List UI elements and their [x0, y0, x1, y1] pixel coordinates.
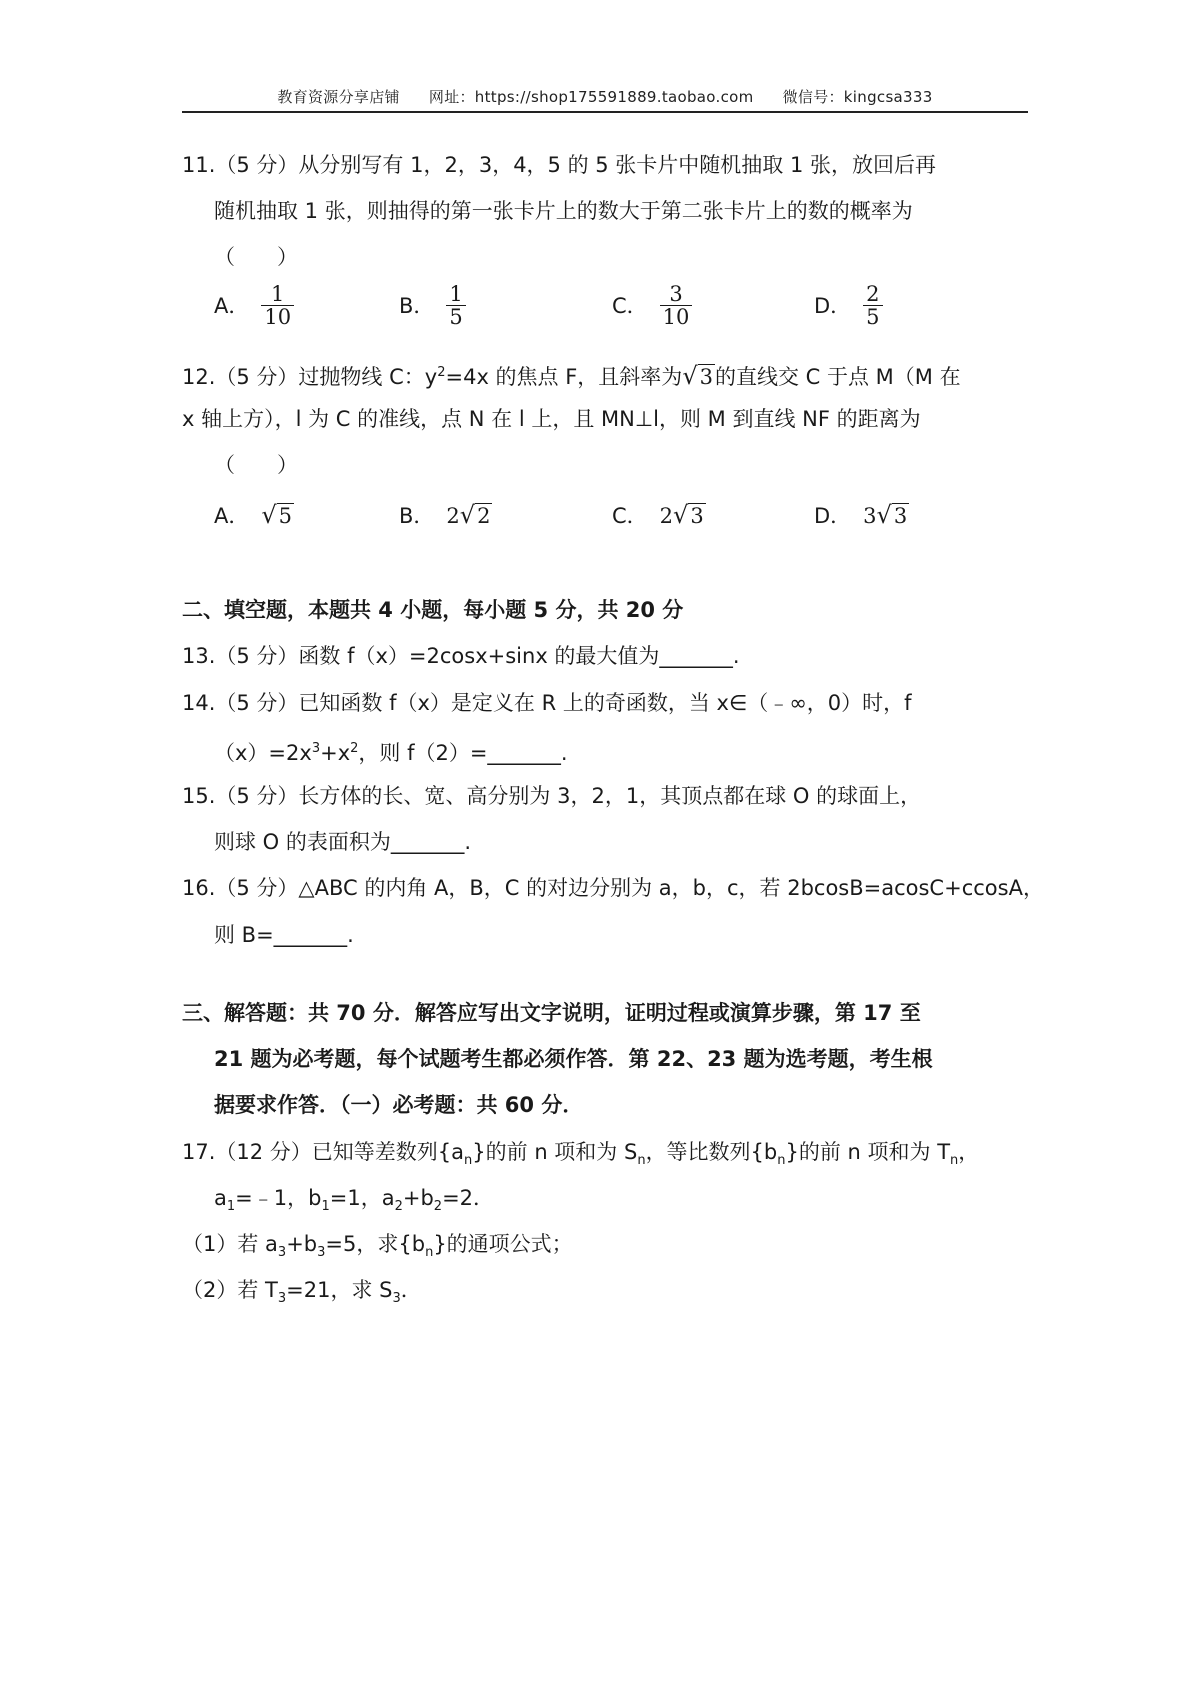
sqrt-icon: √: [876, 501, 892, 529]
radical: [261, 501, 294, 529]
numerator: 2: [866, 281, 880, 306]
coefficient: 2: [659, 504, 674, 528]
q11-line-1: 11.（5 分）从分别写有 1，2，3，4，5 的 5 张卡片中随机抽取 1 张，放回后再: [182, 153, 937, 177]
radicand: 3: [699, 365, 713, 389]
radical: [660, 501, 706, 529]
text: （1）若 a: [182, 1232, 278, 1256]
q11-option-a: [214, 280, 294, 330]
text: =4x 的焦点 F，且斜率为: [445, 365, 683, 389]
option-label: C．: [612, 294, 648, 318]
section-3-line-2: 21 题为必考题，每个试题考生都必须作答．第 22、23 题为选考题，考生根: [214, 1047, 933, 1071]
superscript: 2: [350, 741, 359, 756]
q14-line-1: 14.（5 分）已知函数 f（x）是定义在 R 上的奇函数，当 x∈（﹣∞，0）时，f: [182, 691, 912, 715]
fraction: [863, 283, 882, 328]
text: 的直线交 C 于点 M（M 在: [714, 365, 961, 389]
subscript: n: [777, 1153, 786, 1169]
denominator: 5: [866, 304, 880, 329]
text: ，: [958, 1140, 980, 1164]
header-wechat: 微信号：kingcsa333: [782, 88, 933, 106]
header-shop: 教育资源分享店铺: [277, 88, 400, 106]
coefficient: 3: [863, 504, 877, 528]
subscript: 3: [392, 1291, 401, 1307]
section-3-line-1: 三、解答题：共 70 分．解答应写出文字说明，证明过程或演算步骤，第 17 至: [182, 1001, 921, 1025]
subscript: 3: [317, 1245, 326, 1261]
radicand: 3: [690, 504, 704, 528]
text: a: [214, 1186, 227, 1210]
sqrt-icon: √: [261, 501, 277, 529]
q13-line-1: 13.（5 分）函数 f（x）=2cosx+sinx 的最大值为_______.: [182, 644, 740, 668]
subscript: n: [950, 1153, 959, 1169]
numerator: 1: [271, 281, 285, 306]
text: ，则 f（2）=_______.: [358, 741, 568, 765]
subscript: n: [637, 1153, 646, 1169]
option-label: D．: [814, 504, 852, 528]
option-label: B．: [399, 504, 435, 528]
q11-line-2: 随机抽取 1 张，则抽得的第一张卡片上的数大于第二张卡片上的数的概率为: [214, 199, 913, 223]
text: =﹣1，b: [235, 1186, 322, 1210]
sqrt-icon: √: [682, 362, 698, 390]
q12-option-a: [214, 490, 294, 540]
numerator: 3: [669, 281, 683, 306]
text: （x）=2x: [214, 741, 312, 765]
text: ，等比数列{b: [645, 1140, 778, 1164]
q17-line-2: [214, 1183, 494, 1213]
text: =2．: [442, 1186, 495, 1210]
q11-paren: （ ）: [214, 245, 298, 269]
text: ．: [400, 1278, 422, 1302]
subscript: 1: [321, 1199, 330, 1215]
text: =5，求{b: [325, 1232, 426, 1256]
subscript: 1: [226, 1199, 236, 1215]
text: }的前 n 项和为 S: [472, 1140, 638, 1164]
radical: [682, 362, 715, 390]
subscript: n: [425, 1245, 434, 1261]
fraction: [261, 283, 294, 328]
radicand: 2: [477, 504, 491, 528]
radicand: 3: [893, 504, 908, 528]
sqrt-icon: √: [459, 501, 476, 529]
coefficient: 2: [446, 504, 460, 528]
page-header: [182, 86, 1028, 112]
text: +x: [320, 741, 351, 765]
header-rule: [182, 111, 1028, 113]
q11-option-b: [399, 280, 466, 330]
q14-line-2: [214, 734, 568, 764]
superscript: 2: [437, 365, 446, 380]
q15-line-1: 15.（5 分）长方体的长、宽、高分别为 3，2，1，其顶点都在球 O 的球面上，: [182, 784, 922, 808]
section-3-line-3: 据要求作答．（一）必考题：共 60 分．: [214, 1093, 584, 1117]
text: 17.（12 分）已知等差数列{a: [182, 1140, 465, 1164]
q17-line-1: [182, 1137, 979, 1167]
denominator: 10: [662, 304, 690, 329]
text: （2）若 T: [182, 1278, 278, 1302]
subscript: 3: [277, 1245, 287, 1261]
q11-option-c: [612, 280, 692, 330]
numerator: 1: [449, 281, 463, 306]
q12-option-d: [814, 490, 909, 540]
text: =1，a: [329, 1186, 395, 1210]
q16-line-2: 则 B=_______.: [214, 923, 354, 947]
q17-part-2: [182, 1275, 422, 1305]
radicand: 5: [278, 504, 293, 528]
fraction: [660, 283, 693, 328]
subscript: n: [464, 1153, 473, 1169]
subscript: 3: [277, 1291, 287, 1307]
option-label: B．: [399, 294, 435, 318]
option-label: A．: [214, 294, 250, 318]
denominator: 5: [449, 304, 463, 329]
text: +b: [286, 1232, 318, 1256]
text: 12.（5 分）过抛物线 C：y: [182, 365, 438, 389]
subscript: 2: [433, 1199, 443, 1215]
q16-line-1: 16.（5 分）△ABC 的内角 A，B，C 的对边分别为 a，b，c，若 2bcosB=acosC+ccosA，: [182, 876, 1044, 900]
q11-option-d: [814, 280, 883, 330]
q12-paren: （ ）: [214, 453, 298, 477]
denominator: 10: [264, 304, 292, 329]
radical: [446, 501, 492, 529]
text: =21，求 S: [286, 1278, 393, 1302]
option-label: C．: [612, 504, 648, 528]
q15-line-2: 则球 O 的表面积为_______.: [214, 830, 472, 854]
section-2-title: 二、填空题，本题共 4 小题，每小题 5 分，共 20 分: [182, 598, 684, 622]
option-label: A．: [214, 504, 250, 528]
radical: [863, 501, 909, 529]
text: }的前 n 项和为 T: [785, 1140, 951, 1164]
text: +b: [402, 1186, 434, 1210]
fraction: [446, 283, 465, 328]
q12-option-b: [399, 490, 492, 540]
subscript: 2: [394, 1199, 403, 1215]
q12-line-2: x 轴上方），l 为 C 的准线，点 N 在 l 上，且 MN⊥l，则 M 到直线 NF 的距离为: [182, 407, 921, 431]
q17-part-1: [182, 1229, 573, 1259]
text: }的通项公式；: [433, 1232, 573, 1256]
superscript: 3: [311, 741, 321, 756]
header-site[interactable]: 网址：https://shop175591889.taobao.com: [428, 88, 754, 106]
q12-option-c: [612, 490, 706, 540]
option-label: D．: [814, 294, 852, 318]
sqrt-icon: √: [673, 501, 689, 529]
q12-line-1: [182, 358, 961, 388]
